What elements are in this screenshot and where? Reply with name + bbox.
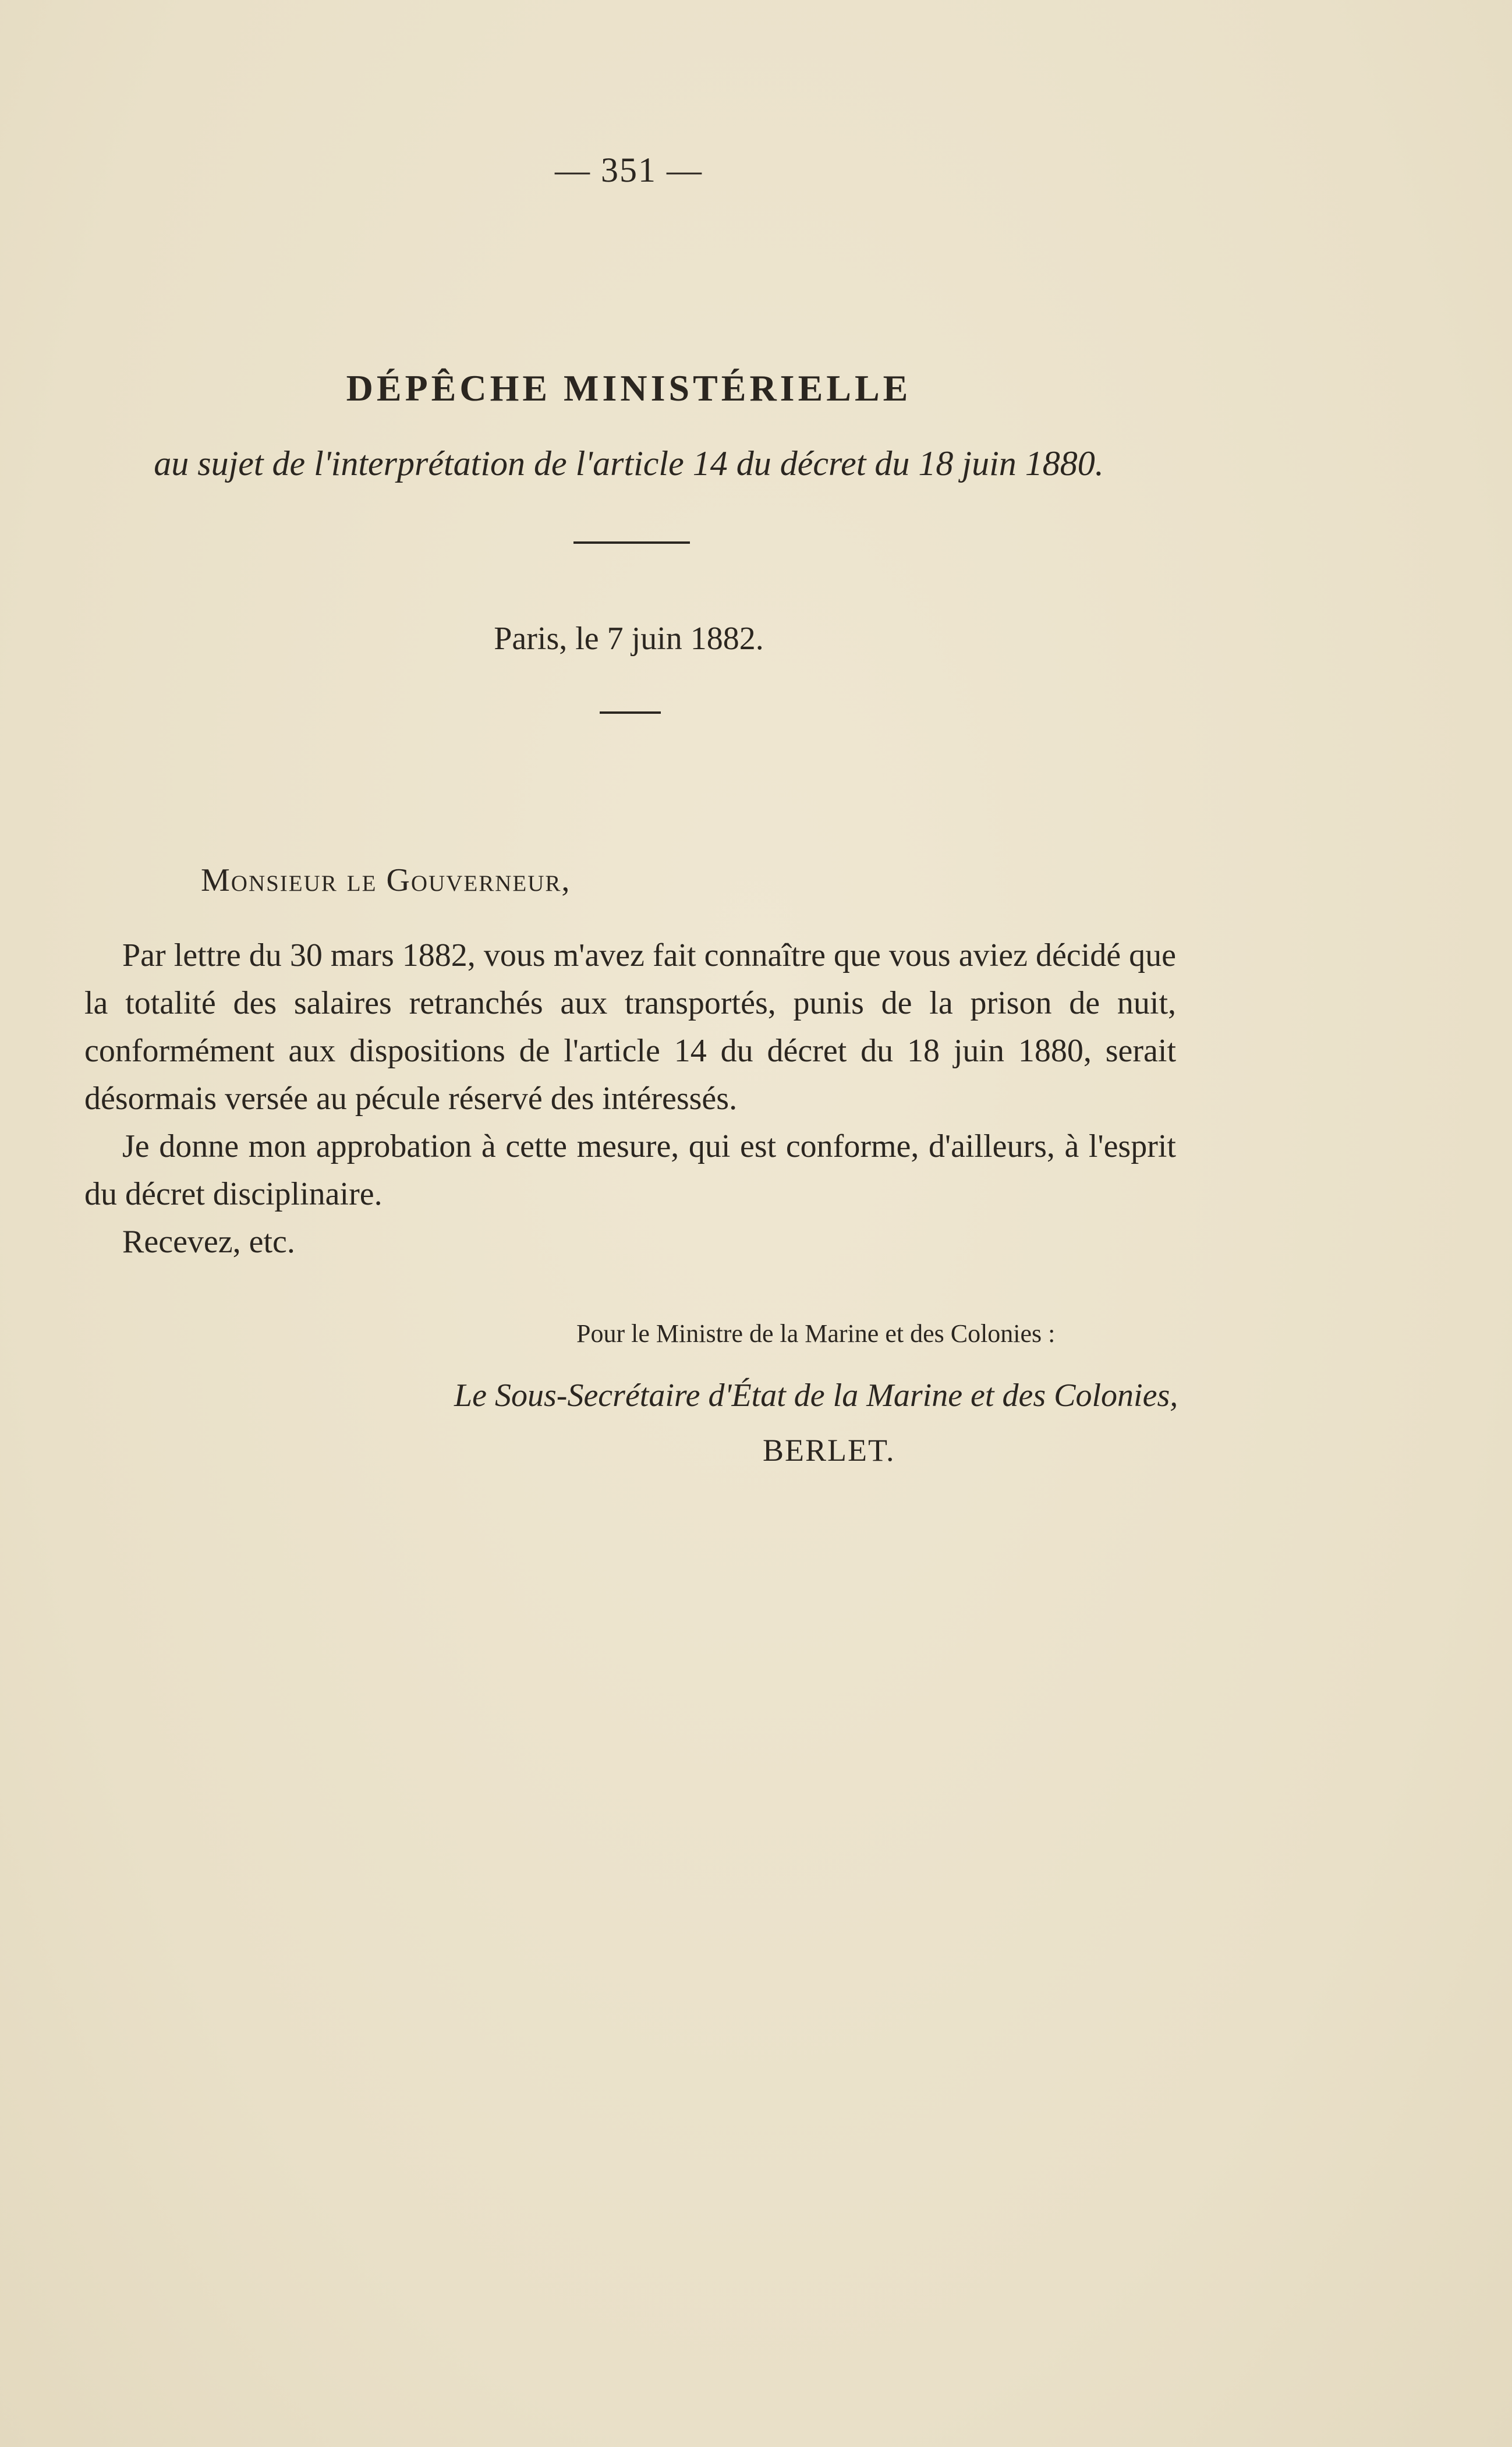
signature-for-line: Pour le Ministre de la Marine et des Colonies : xyxy=(576,1319,1056,1348)
document-subtitle: au sujet de l'interprétation de l'article 14 du décret du 18 juin 1880. xyxy=(154,444,1104,483)
paragraph: Recevez, etc. xyxy=(122,1224,295,1260)
signature-title: Le Sous-Secrétaire d'État de la Marine et des Colonies, xyxy=(454,1377,1178,1414)
page-number: — 351 — xyxy=(555,151,703,189)
salutation: Monsieur le Gouverneur, xyxy=(201,862,571,898)
letter-body xyxy=(84,932,1176,1266)
signature-name: BERLET. xyxy=(763,1433,895,1468)
document-title: DÉPÊCHE MINISTÉRIELLE xyxy=(346,367,912,409)
separator-rule xyxy=(573,541,690,544)
paragraph: Je donne mon approbation à cette mesure, qui est conforme, d'ailleurs, à l'esprit du décret disciplinaire. xyxy=(84,1128,1176,1212)
dateline: Paris, le 7 juin 1882. xyxy=(494,621,764,657)
paragraph: Par lettre du 30 mars 1882, vous m'avez fait connaître que vous aviez décidé que la totalité des salaires retranchés aux transportés, punis de la prison de nuit, conformément aux dispositions de l'article 14 du décret du 18 juin 1880, serait désormais versée au pécule réservé des intéressés. xyxy=(84,937,1176,1117)
separator-rule-short xyxy=(600,711,661,714)
